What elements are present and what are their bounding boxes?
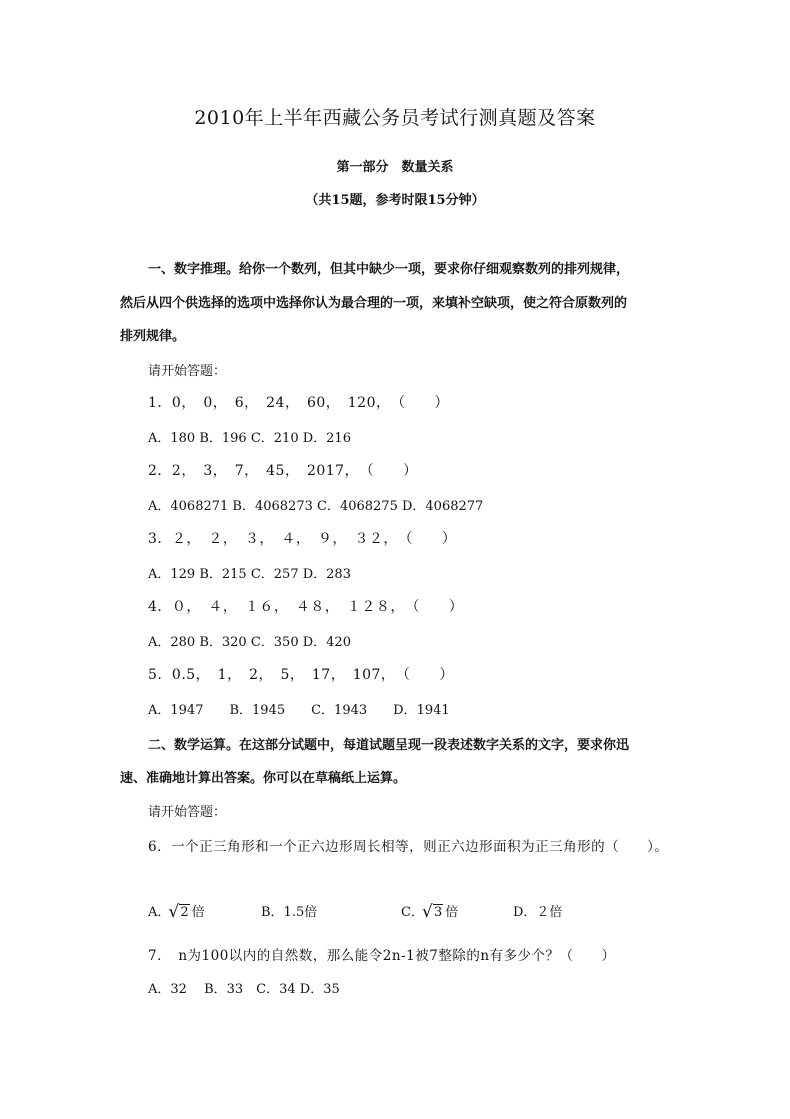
section2-start: 请开始答题： — [148, 805, 227, 820]
question-6-option-b: B．1.5倍 — [261, 905, 318, 920]
section1-instructions-line2: 然后从四个供选择的选项中选择你认为最合理的一项，来填补空缺项，使之符合原数列的 — [120, 296, 628, 311]
document-title: 2010年上半年西藏公务员考试行测真题及答案 — [194, 107, 596, 129]
question-7: 7． n为100以内的自然数，那么能令2n-1被7整除的n有多少个？（ ） — [148, 948, 616, 964]
sqrt-symbol — [424, 905, 443, 920]
option-c-radicand: 3 — [433, 905, 443, 920]
question-5: 5．0.5， 1， 2， 5， 17， 107， （ ） — [148, 667, 454, 683]
part-note: （共15题，参考时限15分钟） — [305, 193, 485, 208]
question-2-options: A．4068271 B．4068273 C．4068275 D．4068277 — [148, 499, 484, 514]
option-c-label: C． — [401, 905, 424, 920]
question-5-options: A．1947 B．1945 C．1943 D．1941 — [148, 703, 450, 718]
question-2: 2．2， 3， 7， 45， 2017， （ ） — [148, 463, 418, 479]
section2-instructions-line1: 二、数学运算。在这部分试题中，每道试题呈现一段表述数字关系的文字，要求你迅 — [148, 738, 630, 753]
section1-start: 请开始答题： — [148, 364, 227, 379]
question-4-options: A．280 B．320 C．350 D．420 — [148, 635, 351, 650]
option-c-suffix: 倍 — [445, 905, 459, 920]
section2-instructions-line2: 速、准确地计算出答案。你可以在草稿纸上运算。 — [120, 771, 407, 786]
question-1: 1．0， 0， 6， 24， 60， 120， （ ） — [148, 395, 449, 411]
section1-instructions-line3: 排列规律。 — [120, 329, 186, 344]
section1-instructions-line1: 一、数字推理。给你一个数列，但其中缺少一项，要求你仔细观察数列的排列规律， — [148, 262, 630, 277]
question-6: 6．一个正三角形和一个正六边形周长相等，则正六边形面积为正三角形的（ ）。 — [148, 839, 669, 855]
sqrt-symbol — [170, 905, 189, 920]
question-3: 3．２， ２， ３， ４， ９， ３２， （ ） — [148, 531, 457, 547]
part-heading: 第一部分 数量关系 — [336, 160, 454, 175]
question-6-option-d: D．２倍 — [513, 905, 563, 920]
question-1-options: A．180 B．196 C．210 D．216 — [148, 431, 351, 446]
option-a-radicand: 2 — [180, 905, 189, 920]
option-a-suffix: 倍 — [191, 905, 205, 920]
question-3-options: A．129 B．215 C．257 D．283 — [148, 567, 351, 582]
question-7-options: A．32 B．33 C．34 D．35 — [148, 982, 340, 997]
option-a-label: A． — [148, 905, 171, 920]
question-4: 4．０， ４， １６， ４８， １２８， （ ） — [148, 599, 464, 615]
